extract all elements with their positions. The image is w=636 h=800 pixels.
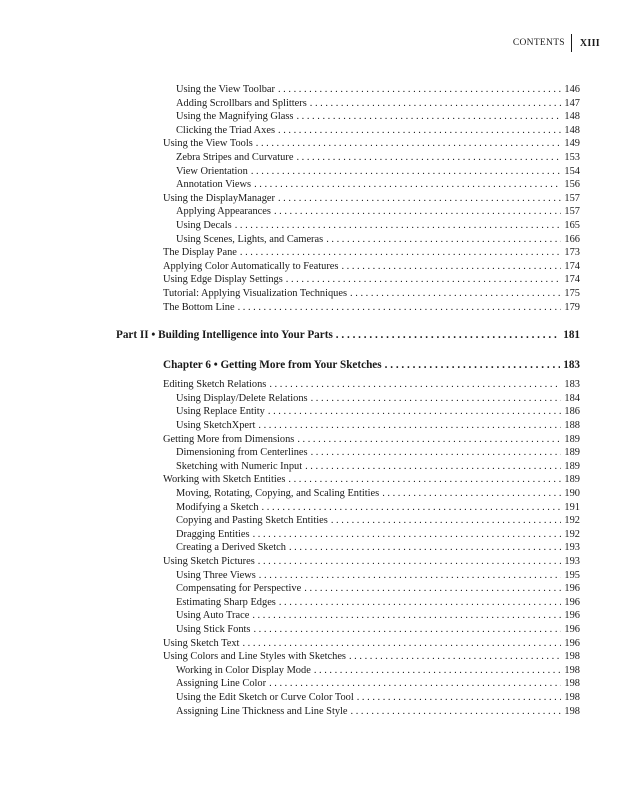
header-page-number: XIII [579, 37, 600, 49]
dot-leader [326, 233, 561, 246]
toc-entry [176, 569, 580, 582]
toc-entry-title: Using the Magnifying Glass [176, 111, 294, 123]
dot-leader [341, 260, 561, 273]
toc-entry-title: Using the View Toolbar [176, 84, 275, 95]
toc-entry-page: 186 [564, 406, 580, 418]
toc-entry-title: Part II • Building Intelligence into Your Parts [116, 329, 333, 342]
toc-entry-page: 146 [564, 84, 580, 95]
dot-leader [350, 287, 561, 300]
dot-leader [349, 650, 561, 663]
toc-entry [176, 233, 580, 246]
toc-entry-title: Applying Appearances [176, 206, 271, 218]
dot-leader [289, 541, 561, 554]
toc-entry-page: 198 [564, 678, 580, 690]
toc-entry [176, 219, 580, 232]
toc-entry-title: The Bottom Line [163, 301, 235, 313]
toc-entry-page: 179 [564, 301, 580, 313]
toc-entry [176, 446, 580, 459]
toc-entry [176, 691, 580, 704]
toc-entry [176, 705, 580, 718]
toc-entry-page: 198 [564, 651, 580, 663]
toc-entry-page: 181 [563, 329, 580, 342]
toc-entry-page: 149 [564, 138, 580, 150]
toc-entry-page: 175 [564, 288, 580, 299]
toc-entry-title: Chapter 6 • Getting More from Your Sketches [163, 359, 382, 372]
dot-leader [331, 514, 561, 527]
dot-leader [269, 378, 561, 391]
dot-leader [311, 392, 561, 405]
toc-entry [163, 137, 580, 150]
toc-entry-page: 193 [564, 556, 580, 567]
dot-leader [256, 137, 561, 150]
dot-leader [385, 358, 561, 373]
toc-entry [176, 110, 580, 123]
toc-entry-title: Copying and Pasting Sketch Entities [176, 515, 328, 527]
dot-leader [258, 419, 561, 432]
dot-leader [305, 460, 561, 473]
toc-entry-title: Compensating for Perspective [176, 583, 302, 595]
toc-entry [176, 405, 580, 418]
dot-leader [314, 664, 561, 677]
toc-entry-page: 166 [564, 233, 580, 245]
toc-entry-page: 165 [564, 220, 580, 231]
toc-entry-title: Using Decals [176, 220, 232, 231]
running-header [513, 35, 600, 51]
toc-entry-title: Applying Color Automatically to Features [163, 260, 339, 272]
toc-entry-page: 198 [564, 705, 580, 717]
dot-leader [296, 151, 561, 164]
toc-entry-title: Annotation Views [176, 179, 252, 191]
toc-entry [176, 392, 580, 405]
toc-entry-page: 147 [564, 97, 580, 109]
toc-entry-title: Creating a Derived Sketch [176, 542, 286, 554]
toc-entry-title: View Orientation [176, 165, 248, 177]
toc-entry-page: 157 [564, 192, 580, 204]
toc-entry [163, 378, 580, 391]
toc-entry [176, 165, 580, 178]
dot-leader [235, 219, 561, 232]
toc-entry-title: Using Auto Trace [176, 610, 250, 622]
toc-entry-page: 189 [564, 474, 580, 486]
toc-entry-title: Using Three Views [176, 569, 256, 581]
toc-entry-title: Modifying a Sketch [176, 501, 259, 513]
toc-entry-title: Using Sketch Pictures [163, 556, 255, 567]
toc-entry [176, 460, 580, 473]
toc-entry-page: 196 [564, 596, 580, 608]
toc-entry [176, 83, 580, 96]
toc-entry-page: 153 [564, 152, 580, 163]
dot-leader [296, 110, 561, 123]
dot-leader [304, 582, 561, 595]
toc-entry-title: Dimensioning from Centerlines [176, 447, 308, 459]
dot-leader [288, 473, 561, 486]
toc-entry-page: 156 [564, 179, 580, 191]
toc-entry [163, 650, 580, 663]
toc-entry [163, 637, 580, 650]
toc-entry-page: 190 [564, 488, 580, 499]
toc-entry-page: 183 [564, 379, 580, 391]
toc-entry-page: 148 [564, 111, 580, 123]
toc-entry [176, 178, 580, 191]
toc-entry-title: Using Colors and Line Styles with Sketches [163, 651, 346, 663]
toc-entry-title: Working with Sketch Entities [163, 474, 286, 486]
toc-entry [163, 192, 580, 205]
toc-entry-page: 192 [564, 528, 580, 540]
toc-entry-title: Sketching with Numeric Input [176, 460, 303, 472]
dot-leader [252, 609, 561, 622]
toc-entry-title: Using Replace Entity [176, 406, 265, 418]
toc-entry-page: 198 [564, 692, 580, 703]
toc-entry-page: 192 [564, 515, 580, 527]
toc-entry [176, 623, 580, 636]
dot-leader [286, 273, 561, 286]
dot-leader [251, 165, 561, 178]
toc-entry-page: 189 [564, 433, 580, 445]
toc-entry-page: 154 [564, 165, 580, 177]
toc-entry [176, 541, 580, 554]
toc-entry-title: Assigning Line Thickness and Line Style [176, 705, 348, 717]
toc-entry-title: The Display Pane [163, 247, 237, 259]
toc-entry [176, 528, 580, 541]
toc-entry-title: Adding Scrollbars and Splitters [176, 97, 307, 109]
toc-entry [163, 555, 580, 568]
toc-entry-title: Estimating Sharp Edges [176, 596, 276, 608]
dot-leader [259, 569, 561, 582]
toc-entry-title: Using Sketch Text [163, 637, 240, 649]
dot-leader [254, 178, 561, 191]
dot-leader [238, 301, 561, 314]
toc-entry-page: 198 [564, 664, 580, 676]
toc-entry [176, 97, 580, 110]
toc-entry-page: 196 [564, 624, 580, 635]
dot-leader [311, 446, 561, 459]
dot-leader [336, 328, 560, 343]
toc-entry [163, 433, 580, 446]
toc-entry-page: 189 [564, 447, 580, 459]
toc-entry-page: 196 [564, 637, 580, 649]
toc-entry-title: Working in Color Display Mode [176, 664, 311, 676]
toc-entry-page: 174 [564, 260, 580, 272]
toc-entry-page: 189 [564, 460, 580, 472]
toc-entry-title: Getting More from Dimensions [163, 433, 295, 445]
toc-entry [176, 609, 580, 622]
dot-leader [310, 97, 561, 110]
toc-part-entry [116, 328, 580, 343]
toc-entry-title: Editing Sketch Relations [163, 379, 267, 391]
dot-leader [253, 528, 561, 541]
toc-entry [176, 487, 580, 500]
toc-entry [163, 246, 580, 259]
toc-entry [176, 501, 580, 514]
toc-entry-title: Using Scenes, Lights, and Cameras [176, 233, 324, 245]
toc-entry-title: Moving, Rotating, Copying, and Scaling Entities [176, 488, 380, 499]
toc-entry-title: Using the Edit Sketch or Curve Color Tool [176, 692, 354, 703]
dot-leader [242, 637, 561, 650]
toc-entry-title: Zebra Stripes and Curvature [176, 152, 294, 163]
dot-leader [240, 246, 561, 259]
toc-entry-page: 196 [564, 610, 580, 622]
toc-entry-title: Tutorial: Applying Visualization Techniques [163, 288, 348, 299]
toc-entry [176, 124, 580, 137]
dot-leader [253, 623, 561, 636]
dot-leader [268, 405, 561, 418]
toc-entry-page: 174 [564, 274, 580, 286]
toc-entry [176, 677, 580, 690]
toc-entry [163, 260, 580, 273]
toc-entry-title: Using the DisplayManager [163, 192, 275, 204]
toc-entry [163, 287, 580, 300]
toc-entry-title: Dragging Entities [176, 528, 250, 540]
toc-entry [176, 151, 580, 164]
toc-entry [176, 205, 580, 218]
dot-leader [278, 83, 561, 96]
dot-leader [357, 691, 561, 704]
dot-leader [278, 124, 561, 137]
toc-entry-page: 196 [564, 583, 580, 595]
toc-entry-page: 157 [564, 206, 580, 218]
toc-entry [163, 473, 580, 486]
toc-entry-title: Using Edge Display Settings [163, 274, 283, 286]
dot-leader [278, 192, 561, 205]
toc-entry [176, 664, 580, 677]
toc-entry [163, 273, 580, 286]
dot-leader [262, 501, 561, 514]
toc-entry [176, 514, 580, 527]
toc-entry-title: Clicking the Triad Axes [176, 124, 276, 136]
toc-entry-page: 191 [564, 501, 580, 513]
toc-entry-page: 193 [564, 542, 580, 554]
dot-leader [269, 677, 561, 690]
toc-entry [163, 301, 580, 314]
header-label: CONTENTS [512, 38, 565, 48]
dot-leader [258, 555, 561, 568]
toc-entry-title: Using SketchXpert [176, 420, 256, 431]
dot-leader [274, 205, 561, 218]
toc-entry [176, 596, 580, 609]
toc-entry-page: 188 [564, 420, 580, 431]
toc-entry-page: 148 [564, 124, 580, 136]
toc-chapter-entry [163, 358, 580, 373]
dot-leader [297, 433, 561, 446]
toc-entry-page: 173 [564, 247, 580, 259]
dot-leader [279, 596, 561, 609]
toc-entry-page: 195 [564, 569, 580, 581]
toc-entry-title: Using Display/Delete Relations [176, 392, 308, 404]
toc-entry-title: Using the View Tools [163, 138, 253, 150]
toc-entry-page: 184 [564, 392, 580, 404]
toc-entry-title: Using Stick Fonts [176, 624, 251, 635]
toc-entry [176, 582, 580, 595]
toc-entry [176, 419, 580, 432]
toc-entry-title: Assigning Line Color [176, 678, 267, 690]
toc-entry-page: 183 [563, 359, 580, 372]
dot-leader [351, 705, 561, 718]
dot-leader [382, 487, 561, 500]
